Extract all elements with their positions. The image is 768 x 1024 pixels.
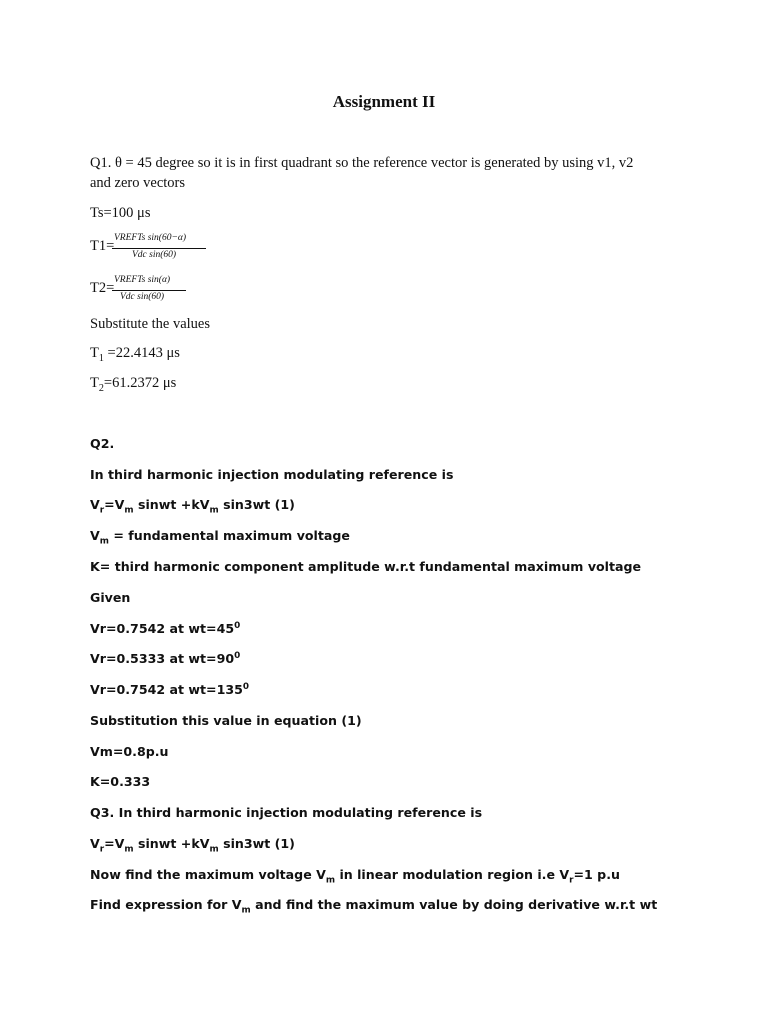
eq-subscript: m	[124, 505, 134, 516]
t1-fraction-bar	[112, 248, 206, 249]
given-text: Vr=0.5333 at wt=90	[90, 651, 235, 666]
eq-subscript: m	[124, 844, 134, 855]
document-title: Assignment II	[332, 92, 436, 111]
given-text: Vr=0.7542 at wt=135	[90, 682, 243, 697]
q2-equation	[90, 497, 295, 516]
eq-subscript: m	[209, 844, 219, 855]
q3-equation	[90, 836, 295, 855]
degree-superscript: 0	[242, 681, 250, 692]
eq-symbol: V	[90, 497, 100, 512]
q1-ts-value: Ts=100 μs	[90, 205, 151, 221]
q3-find-expression	[90, 897, 658, 916]
eq-part: sinwt +kV	[133, 836, 210, 851]
t1-label: T1=	[90, 238, 115, 254]
k-result: K=0.333	[90, 774, 151, 789]
k-definition: K= third harmonic component amplitude w.r.t fundamental maximum voltage	[90, 559, 642, 574]
vm-result: Vm=0.8p.u	[90, 744, 169, 759]
t2-fraction-bar	[112, 290, 186, 291]
text-part: Now find the maximum voltage V	[90, 867, 326, 882]
subscript: m	[241, 905, 251, 916]
subscript: r	[569, 875, 574, 886]
given-label: Given	[90, 590, 131, 605]
t2-denominator: Vdc sin(60)	[120, 292, 165, 302]
eq-subscript: r	[99, 844, 105, 855]
eq-part: sin3wt (1)	[218, 836, 295, 851]
t2-result-symbol: T	[90, 375, 99, 391]
t2-numerator: VREFTs sin(α)	[114, 275, 171, 285]
q3-find-max-voltage	[90, 867, 620, 886]
vm-definition-text: = fundamental maximum voltage	[108, 528, 350, 543]
t2-label: T2=	[90, 280, 115, 296]
vm-symbol: V	[90, 528, 100, 543]
t1-result-subscript: 1	[98, 352, 104, 364]
t2-formula	[90, 274, 220, 306]
text-part: Find expression for V	[90, 897, 242, 912]
t2-result	[90, 375, 176, 392]
text-part: =1 p.u	[573, 867, 620, 882]
q1-statement-line2: and zero vectors	[90, 175, 186, 191]
eq-part: sin3wt (1)	[218, 497, 295, 512]
degree-superscript: 0	[234, 650, 241, 661]
vm-definition	[90, 528, 350, 547]
t1-result	[90, 345, 180, 362]
eq-part: =V	[104, 836, 125, 851]
q3-intro: Q3. In third harmonic injection modulating reference is	[90, 805, 483, 820]
t1-denominator: Vdc sin(60)	[132, 250, 177, 260]
given-value-2	[90, 651, 240, 666]
eq-subscript: m	[209, 505, 219, 516]
degree-superscript: 0	[234, 620, 241, 631]
t1-result-symbol: T	[90, 345, 99, 361]
eq-part: sinwt +kV	[133, 497, 210, 512]
t1-numerator: VREFTs sin(60−α)	[114, 233, 187, 243]
text-part: in linear modulation region i.e V	[335, 867, 570, 882]
given-value-3	[90, 682, 249, 697]
subscript: m	[325, 875, 336, 886]
eq-subscript: r	[99, 505, 105, 516]
vm-subscript: m	[99, 536, 109, 547]
t2-result-subscript: 2	[98, 382, 104, 394]
t1-formula	[90, 232, 220, 264]
t1-result-value: =22.4143 μs	[103, 345, 180, 361]
given-value-1	[90, 621, 240, 636]
substitution-text: Substitution this value in equation (1)	[90, 713, 362, 728]
q2-heading: Q2.	[90, 436, 115, 451]
q2-intro: In third harmonic injection modulating reference is	[90, 467, 454, 482]
q1-statement-line1: Q1. θ = 45 degree so it is in first quadrant so the reference vector is generated by using v1, v2	[90, 155, 634, 171]
given-text: Vr=0.7542 at wt=45	[90, 621, 235, 636]
eq-part: =V	[104, 497, 125, 512]
q1-substitute-text: Substitute the values	[90, 316, 211, 332]
text-part: and find the maximum value by doing derivative w.r.t wt	[250, 897, 658, 912]
eq-symbol: V	[90, 836, 100, 851]
t2-result-value: =61.2372 μs	[103, 375, 177, 391]
